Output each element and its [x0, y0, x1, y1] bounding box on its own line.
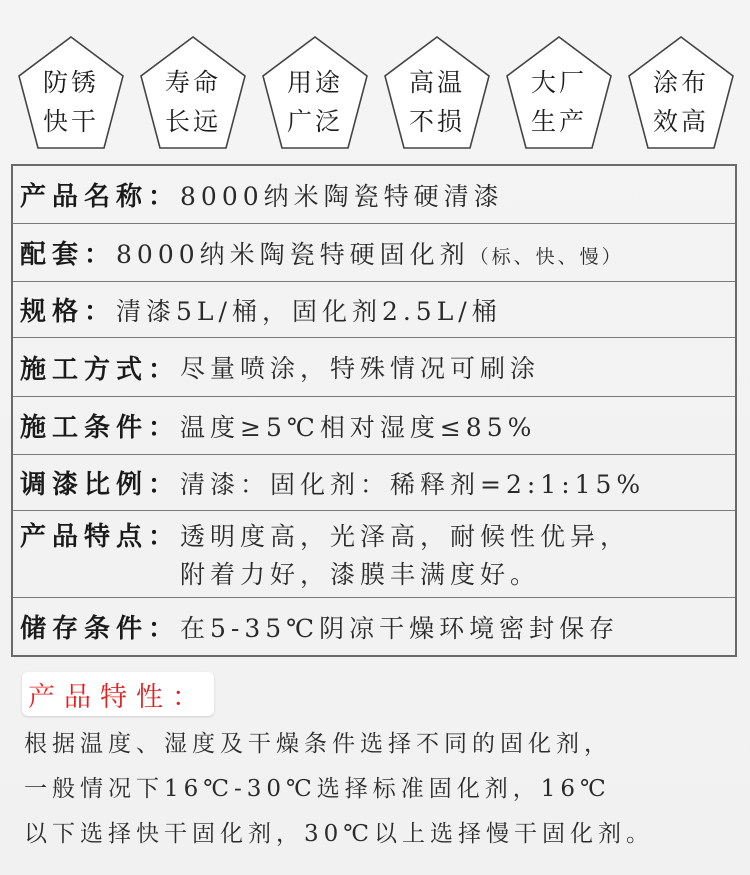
- spec-row-name: [13, 166, 735, 224]
- badge-text-line2: 长远: [164, 107, 221, 136]
- badge-text-line1: 高温: [408, 68, 465, 97]
- spec-value: 8000纳米陶瓷特硬清漆: [180, 181, 504, 211]
- spec-row-features: [13, 511, 735, 598]
- spec-value-main: 8000纳米陶瓷特硬固化剂: [116, 239, 470, 269]
- spec-row-ratio: [13, 455, 735, 511]
- product-features-title: 产品特性：: [22, 672, 214, 716]
- spec-value: 尽量喷涂，特殊情况可刷涂: [180, 354, 541, 383]
- spec-value: 清漆5L/桶，固化剂2.5L/桶: [116, 296, 502, 326]
- spec-row-size: [13, 282, 735, 338]
- badge-text-line1: 大厂: [530, 68, 587, 97]
- badge-text-line2: 广泛: [286, 107, 343, 136]
- badge-rust-proof: [16, 34, 126, 152]
- badge-text-line1: 寿命: [164, 68, 221, 97]
- badge-text-line2: 效高: [652, 107, 709, 136]
- spec-row-method: [13, 338, 735, 397]
- badge-high-efficiency: [626, 34, 736, 152]
- spec-label: 规格：: [20, 297, 117, 327]
- spec-value-note: （标、快、慢）: [469, 245, 624, 268]
- spec-value-line2: 附着力好，漆膜丰满度好。: [180, 560, 541, 589]
- spec-value: 温度≥5℃相对湿度≤85%: [180, 412, 537, 442]
- product-features-line3: 以下选择快干固化剂，30℃以上选择慢干固化剂。: [24, 821, 654, 847]
- badge-text-line1: 涂布: [652, 68, 709, 97]
- product-features-line1: 根据温度、湿度及干燥条件选择不同的固化剂，: [24, 731, 612, 757]
- spec-table: [11, 164, 737, 657]
- badge-text-line2: 不损: [408, 107, 465, 136]
- spec-label: 施工条件：: [20, 413, 181, 443]
- spec-value: [116, 235, 624, 271]
- spec-row-storage: [13, 598, 735, 655]
- spec-row-kit: [13, 224, 735, 282]
- spec-value: 清漆：固化剂：稀释剂=2:1:15%: [180, 469, 646, 499]
- badge-big-factory: [504, 34, 614, 152]
- spec-label: 配套：: [20, 240, 117, 270]
- spec-row-condition: [13, 397, 735, 455]
- badge-long-life: [138, 34, 248, 152]
- spec-label: 施工方式：: [20, 354, 181, 385]
- spec-label: 储存条件：: [20, 614, 181, 644]
- badge-text-line1: 防锈: [42, 68, 99, 97]
- badge-text-line1: 用途: [286, 68, 343, 97]
- spec-label: 调漆比例：: [20, 470, 181, 500]
- badge-text-line2: 生产: [530, 107, 587, 136]
- spec-label: 产品名称：: [20, 182, 181, 212]
- product-features-body: [24, 722, 740, 857]
- badge-wide-use: [260, 34, 370, 152]
- spec-label: 产品特点：: [20, 522, 181, 552]
- spec-value-line1: 透明度高，光泽高，耐候性优异，: [180, 522, 631, 551]
- badge-row: [16, 34, 736, 152]
- badge-heat-resistant: [382, 34, 492, 152]
- badge-text-line2: 快干: [42, 107, 99, 136]
- product-features-line2: 一般情况下16℃-30℃选择标准固化剂，16℃: [24, 776, 611, 802]
- spec-value: 在5-35℃阴凉干燥环境密封保存: [180, 613, 620, 643]
